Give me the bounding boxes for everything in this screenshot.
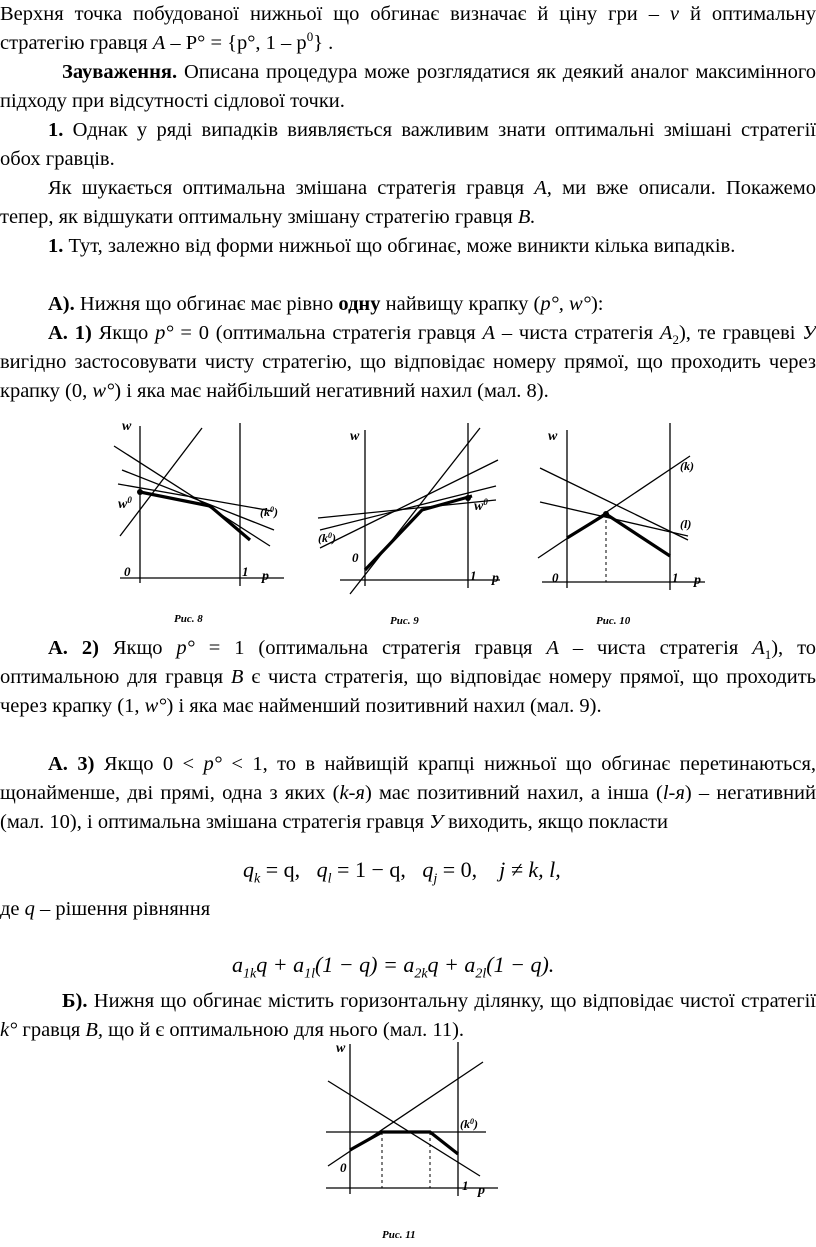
fig9-w-label: w [350,429,360,444]
fig9-w0-label: $w^0$ [474,497,488,514]
fig8-k0-label: $(k^0)$ [260,505,278,519]
figure-11 [318,1036,508,1246]
paragraph-case-b: Б). Нижня що обгинає містить горизонтальну ділянку, що відповідає чистої стратегії k° гравця B, що й є оптимальною для нього (мал. 11). [0,990,816,1041]
fig11-line-down [328,1081,480,1176]
paragraph-4: Як шукається оптимальна змішана стратегія гравця A, ми вже описали. Покажемо тепер, як відшукати оптимальну змішану стратегію гравця B. [0,177,816,228]
fig9-line-d [350,428,480,594]
paragraph-case-a: А). Нижня що обгинає має рівно одну найвищу крапку (p°, w°): [48,293,604,315]
figure-9-graphic [310,418,510,630]
fig9-top-point [465,495,471,501]
figure-9 [310,418,510,630]
fig10-caption: Рис. 10 [596,615,631,627]
fig8-zero-label: 0 [124,564,131,579]
fig9-line-a [320,460,498,548]
figure-8-graphic [112,418,292,630]
fig9-p-label: p [492,571,499,586]
fig8-top-point [137,489,143,495]
paragraph-case-a1: А. 1) Якщо p° = 0 (оптимальна стратегія гравця A – чиста стратегія $A_2$), те гравцеві У вигідно застосовувати чисту стратегію, що відповідає номеру прямої, що проходить через крапку (0, w°) і яка має найбільший негативний нахил (мал. 8). [0,322,816,402]
fig8-caption: Рис. 8 [174,613,203,625]
fig8-line-k0 [118,484,272,511]
fig10-one-label: 1 [672,570,679,585]
fig11-one-label: 1 [462,1178,469,1193]
fig11-zero-label: 0 [340,1160,347,1175]
fig11-w-label: w [336,1041,346,1056]
fig10-p-label: p [694,573,701,588]
paragraph-5: 1. Тут, залежно від форми нижньої що обгинає, може виникти кілька випадків. [48,235,736,257]
paragraph-3: 1. Однак у ряді випадків виявляється важливим знати оптимальні змішані стратегії обох гравців. [0,119,816,170]
paragraph-where-q: де q – рішення рівняння [0,898,211,920]
fig10-w-label: w [548,429,558,444]
fig8-w0-label: $w^0$ [118,495,132,512]
figure-10-graphic [530,418,720,630]
fig11-caption: Рис. 11 [382,1229,416,1241]
fig10-zero-label: 0 [552,570,559,585]
fig9-line-c [318,500,496,518]
fig10-envelope [567,514,670,556]
fig8-line-a [114,446,270,546]
fig9-one-label: 1 [470,568,477,583]
fig8-line-c [120,428,202,536]
figure-8 [112,418,292,630]
formula-strategy: $q_k = q$, $q_l = 1 - q$, $q_j = 0$, j ≠ k, l, [243,857,561,887]
fig10-l-label: (l) [680,517,692,531]
fig11-k0-label: $(k^0)$ [460,1117,478,1131]
fig9-caption: Рис. 9 [390,615,419,627]
paragraph-1: Верхня точка побудованої нижньої що обгинає визначає й ціну гри – v й оптимальну стратегію гравця A – P° = {p°, $1 - p^0$} . [0,3,816,54]
fig8-w-label: w [122,419,132,434]
fig8-line-b [122,470,274,530]
fig8-one-label: 1 [242,564,249,579]
figure-10 [530,418,720,630]
fig11-envelope [350,1132,458,1154]
fig9-zero-label: 0 [352,550,359,565]
fig9-k0-label: $(k^0)$ [318,531,336,545]
paragraph-case-a3: А. 3) Якщо 0 < p° < 1, то в найвищій крапці нижньої що обгинає перетинаються, щонайменше, дві прямі, одна з яких (k-я) має позитивний нахил, а інша (l-я) – негативний (мал. 10), і оптимальна змішана стратегія гравця У виходить, якщо покласти [0,753,816,833]
fig10-k-label: (k) [680,459,694,473]
formula-equation: $a_{1k}q + a_{1l}(1 - q) = a_{2k}q + a_{2l}(1 - q)$. [232,952,555,982]
paragraph-remark: Зауваження. Описана процедура може розглядатися як деякий аналог максимінного підходу при відсутності сідлової точки. [0,61,816,112]
fig10-line-l [540,468,688,540]
fig11-p-label: p [478,1183,485,1198]
figure-11-graphic [318,1036,508,1246]
fig8-p-label: p [262,569,269,584]
paragraph-case-a2: А. 2) Якщо p° = 1 (оптимальна стратегія гравця A – чиста стратегія $A_1$), то оптимальною для гравця B є чиста стратегія, що відповідає номеру прямої, що проходить через крапку (1, w°) і яка має найменший позитивний нахил (мал. 9). [0,637,816,717]
